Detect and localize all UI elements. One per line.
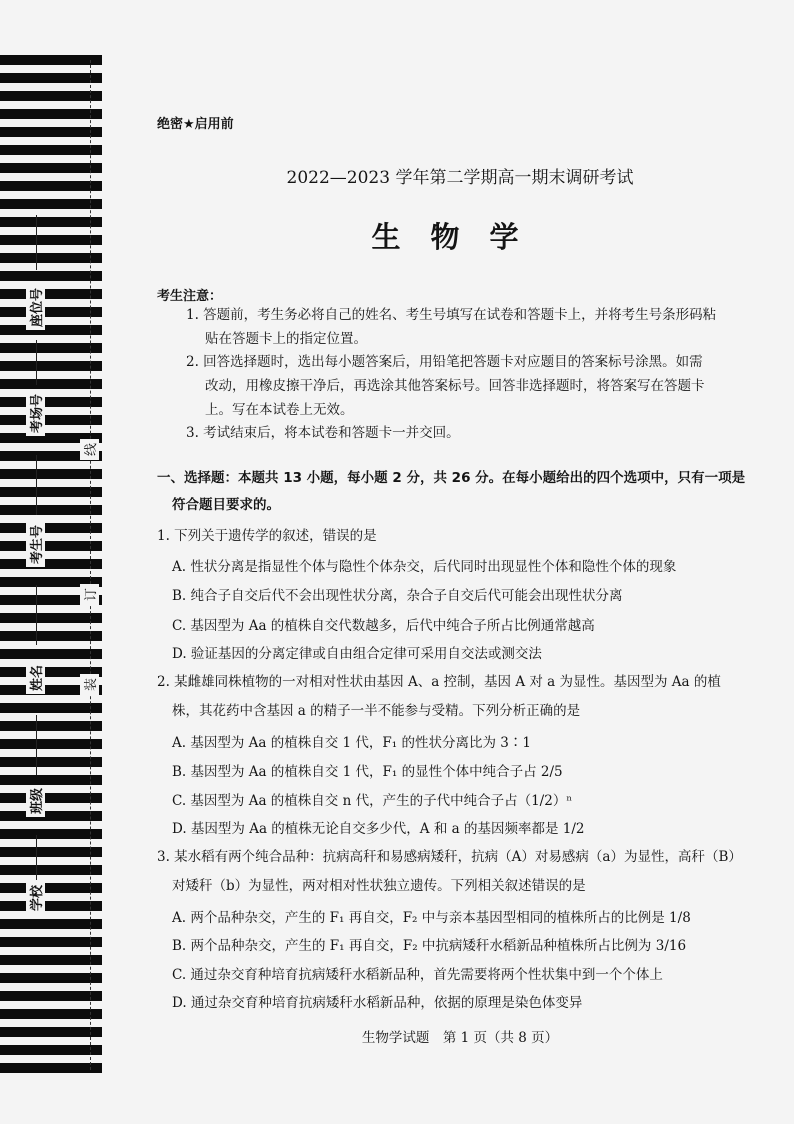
question-3-stem: 3. 某水稻有两个纯合品种：抗病高秆和易感病矮秆，抗病（A）对易感病（a）为显性，高秆（B） [157,849,742,865]
question-3-stem-cont: 对矮秆（b）为显性，两对相对性状独立遗传。下列相关叙述错误的是 [172,878,586,894]
student-number-blank [36,455,37,515]
school-blank [36,835,37,880]
question-1-option-c: C. 基因型为 Aa 的植株自交代数越多，后代中纯合子所占比例通常越高 [172,618,595,634]
question-1-option-a: A. 性状分离是指显性个体与隐性个体杂交，后代同时出现显性个体和隐性个体的现象 [172,559,677,575]
name-blank [36,585,37,645]
subject-title: 生物学 [371,220,549,254]
section-heading: 一、选择题：本题共 13 小题，每小题 2 分，共 26 分。在每小题给出的四个选项中，只有一项是 [157,470,746,486]
section-heading-cont: 符合题目要求的。 [172,497,280,513]
question-1-stem: 1. 下列关于遗传学的叙述，错误的是 [157,528,377,544]
question-3-option-a: A. 两个品种杂交，产生的 F₁ 再自交，F₂ 中与亲本基因型相同的植株所占的比例是 1/8 [172,910,691,926]
notice-line: 2. 回答选择题时，选出每小题答案后，用铅笔把答题卡对应题目的答案标号涂黑。如需 [186,354,703,370]
exam-room-blank [36,340,37,385]
notice-line: 1. 答题前，考生务必将自己的姓名、考生号填写在试卷和答题卡上，并将考生号条形码粘 [186,307,717,323]
cut-line [90,60,91,1070]
question-2-option-d: D. 基因型为 Aa 的植株无论自交多少代，A 和 a 的基因频率都是 1/2 [172,821,585,837]
notice-line: 上。写在本试卷上无效。 [205,402,354,418]
notice-heading: 考生注意： [157,289,223,304]
question-2-option-b: B. 基因型为 Aa 的植株自交 1 代，F₁ 的显性个体中纯合子占 2/5 [172,764,563,780]
page-footer: 生物学试题 第 1 页（共 8 页） [361,1030,559,1046]
class-label: 班级 [26,785,45,817]
cut-mark-order: 订 [80,584,99,605]
cut-mark-line: 线 [80,439,99,460]
notice-line: 3. 考试结束后，将本试卷和答题卡一并交回。 [186,425,460,441]
question-3-option-d: D. 通过杂交育种培育抗病矮秆水稻新品种，依据的原理是染色体变异 [172,995,583,1011]
student-number-label: 考生号 [26,522,45,567]
class-blank [36,715,37,775]
question-3-option-b: B. 两个品种杂交，产生的 F₁ 再自交，F₂ 中抗病矮秆水稻新品种植株所占比例为 3/16 [172,938,687,954]
seat-number-blank [36,215,37,270]
question-2-stem-cont: 株，其花药中含基因 a 的精子一半不能参与受精。下列分析正确的是 [172,703,581,719]
name-label: 姓名 [26,662,45,694]
binding-stripes [0,55,102,1080]
question-1-option-d: D. 验证基因的分离定律或自由组合定律可采用自交法或测交法 [172,646,542,662]
question-2-option-a: A. 基因型为 Aa 的植株自交 1 代，F₁ 的性状分离比为 3∶1 [172,735,531,751]
school-label: 学校 [26,882,45,914]
cut-mark-bind: 装 [80,674,99,695]
notice-line: 贴在答题卡上的指定位置。 [205,331,367,347]
question-2-option-c: C. 基因型为 Aa 的植株自交 n 代，产生的子代中纯合子占（1/2）ⁿ [172,793,573,809]
question-3-option-c: C. 通过杂交育种培育抗病矮秆水稻新品种，首先需要将两个性状集中到一个个体上 [172,967,663,983]
exam-title: 2022—2023 学年第二学期高一期末调研考试 [286,168,634,188]
exam-room-label: 考场号 [26,391,45,436]
binding-margin [0,0,104,1124]
question-2-stem: 2. 某雌雄同株植物的一对相对性状由基因 A、a 控制，基因 A 对 a 为显性。基因型为 Aa 的植 [157,674,721,690]
seat-number-label: 座位号 [26,285,45,330]
question-1-option-b: B. 纯合子自交后代不会出现性状分离，杂合子自交后代可能会出现性状分离 [172,588,623,604]
secret-mark: 绝密★启用前 [157,117,234,132]
notice-line: 改动，用橡皮擦干净后，再选涂其他答案标号。回答非选择题时，将答案写在答题卡 [205,378,705,394]
